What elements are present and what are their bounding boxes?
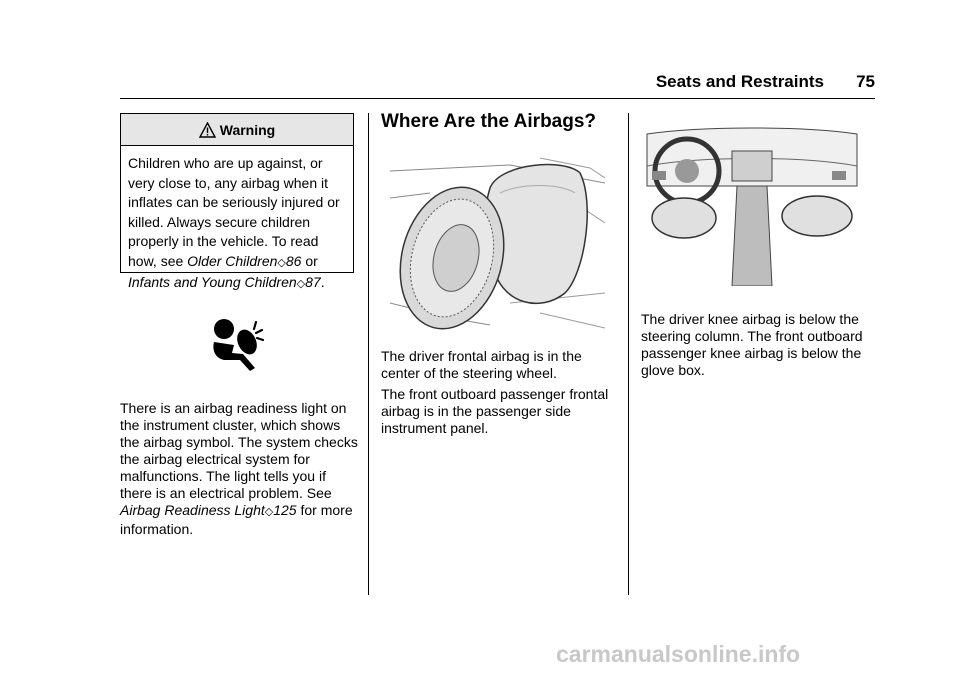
page-ref-icon: ◇ bbox=[264, 506, 274, 518]
column-divider-1 bbox=[368, 113, 369, 595]
readiness-paragraph bbox=[120, 400, 360, 538]
header-divider bbox=[120, 98, 875, 99]
readiness-text: There is an airbag readiness light on the instrument cluster, which shows the airbag symbol. The system checks the airbag electrical system for malfunctions. The light tells you if there is an electrical problem. See bbox=[120, 400, 358, 501]
warning-text: Children who are up against, or very close to, any airbag when it inflates can be seriously injured or killed. Always secure children properly in the vehicle. To read how, see bbox=[128, 155, 340, 269]
warning-header bbox=[121, 114, 353, 146]
warning-connector: or bbox=[301, 252, 318, 269]
section-title: Seats and Restraints bbox=[655, 72, 824, 91]
link-older-children[interactable]: Older Children bbox=[187, 252, 278, 269]
knee-airbag-text: The driver knee airbag is below the steering column. The front outboard passenger knee airbag is below the glove box. bbox=[641, 311, 863, 378]
passenger-frontal-airbag-text: The front outboard passenger frontal airbag is in the passenger side instrument panel. bbox=[381, 386, 609, 436]
driver-frontal-airbag-text: The driver frontal airbag is in the center of the steering wheel. bbox=[381, 348, 582, 381]
warning-title: Warning bbox=[219, 121, 276, 138]
page-ref-airbag-readiness[interactable]: 125 bbox=[273, 502, 297, 518]
warning-icon bbox=[199, 122, 216, 138]
readiness-after: for more information. bbox=[120, 502, 353, 537]
airbag-readiness-icon bbox=[210, 318, 264, 372]
page-ref-older-children[interactable]: 86 bbox=[285, 252, 302, 269]
warning-body bbox=[121, 146, 353, 295]
column-divider-2 bbox=[628, 113, 629, 595]
page-number: 75 bbox=[856, 72, 875, 91]
warning-box bbox=[120, 113, 354, 290]
link-airbag-readiness-light[interactable]: Airbag Readiness Light bbox=[120, 502, 265, 518]
frontal-airbag-illustration bbox=[390, 153, 605, 333]
page-ref-icon: ◇ bbox=[296, 278, 306, 290]
page-ref-infants[interactable]: 87 bbox=[305, 274, 321, 290]
knee-airbag-illustration bbox=[642, 126, 860, 286]
section-heading: Where Are the Airbags? bbox=[381, 111, 597, 132]
page-ref-icon: ◇ bbox=[277, 256, 286, 269]
watermark: carmanualsonline.info bbox=[556, 641, 801, 667]
warning-end: . bbox=[320, 274, 325, 290]
link-infants-young-children[interactable]: Infants and Young Children bbox=[128, 274, 297, 290]
